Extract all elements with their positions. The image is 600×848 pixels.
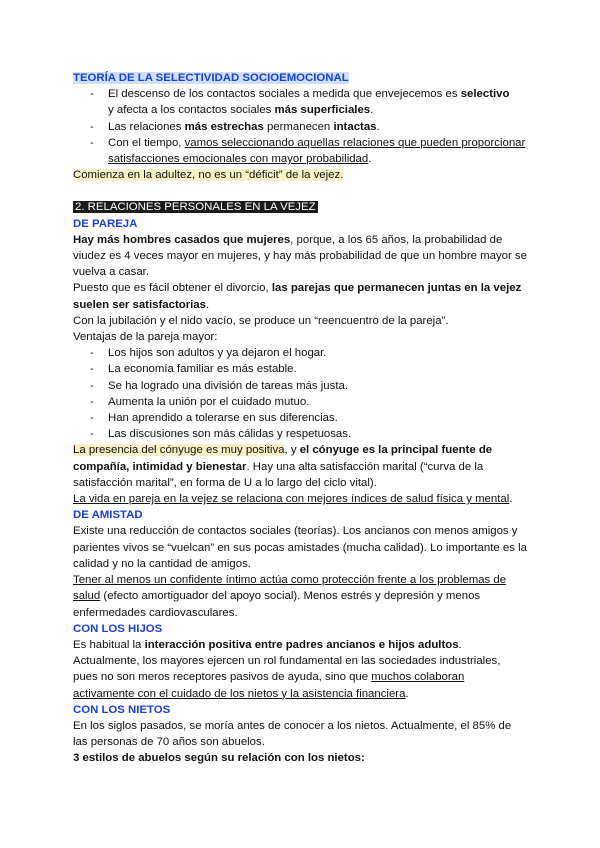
text: . — [405, 687, 409, 700]
amistad-paragraph-1: Existe una reducción de contactos sociales (teorías). Los ancianos con menos amigos y parientes vivos se “vuelcan” en sus pocas amistades (mucha calidad). Lo importante es la calidad y no la cantidad de amigos. — [73, 525, 527, 570]
bold-text: más estrechas — [184, 120, 264, 133]
underlined-text: muchos colaboran activamente con el cuidado de los nietos y la asistencia financiera — [73, 671, 465, 700]
heading-nietos: CON LOS NIETOS — [73, 703, 171, 716]
pareja-paragraph-1 — [73, 232, 528, 281]
text: Es habitual la — [73, 638, 145, 651]
bullet-dash: - — [90, 88, 94, 101]
list-item-text: La economía familiar es más estable. — [108, 363, 297, 376]
text: , porque, a los 65 años, la probabilidad de viudez es 4 veces mayor en mujeres, y hay más probabilidad de que un hombre mayor se vuelva a casar. — [73, 233, 527, 279]
list-item — [73, 426, 528, 442]
list-item-text: Los hijos son adultos y ya dejaron el hogar. — [108, 347, 327, 360]
bullet-dash: - — [90, 395, 94, 408]
list-item-text: Las discusiones son más cálidas y respetuosas. — [108, 428, 352, 441]
bold-text: 3 estilos de abuelos según su relación con los nietos: — [73, 752, 365, 765]
pareja-paragraph-3: Con la jubilación y el nido vacío, se produce un “reencuentro de la pareja”. — [73, 314, 449, 327]
ventajas-list — [73, 345, 528, 442]
bullet-dash: - — [90, 120, 94, 133]
pareja-paragraph-2 — [73, 280, 528, 312]
text: . — [376, 120, 380, 133]
text: Con el tiempo, — [108, 136, 185, 149]
list-item — [73, 394, 528, 410]
highlighted-text: La presencia del cónyuge es muy positiva — [73, 444, 285, 457]
underlined-text: vamos seleccionando aquellas relaciones que pueden proporcionar satisfacciones emocionales con mayor probabilidad — [108, 136, 526, 166]
list-item-text: Aumenta la unión por el cuidado mutuo. — [108, 395, 310, 408]
bullet-dash: - — [90, 347, 94, 360]
text: . — [370, 104, 374, 117]
pareja-paragraph-5 — [73, 442, 528, 491]
nietos-paragraph-1: En los siglos pasados, se moría antes de conocer a los nietos. Actualmente, el 85% de las personas de 70 años son abuelos. — [73, 719, 512, 749]
spacer — [73, 183, 528, 199]
bold-text: el cónyuge es la principal fuente de compañía, intimidad y bienestar — [73, 444, 493, 473]
heading-amistad: DE AMISTAD — [73, 509, 143, 522]
list-item-text: Se ha logrado una división de tareas más justa. — [108, 379, 348, 392]
bold-text: selectivo — [460, 88, 510, 101]
underlined-text: La vida en pareja en la vejez se relaciona con mejores índices de salud física y mental — [73, 493, 510, 506]
hijos-paragraph-2 — [73, 653, 528, 702]
list-item — [73, 119, 528, 135]
text: . — [458, 638, 462, 651]
highlighted-note: Comienza en la adultez, no es un “déficit” de la vejez. — [73, 169, 344, 182]
text: , y — [284, 444, 300, 457]
text: y afecta a los contactos sociales — [108, 104, 275, 117]
text: . Hay una alta satisfacción marital (“curva de la satisfacción marital”, en forma de U a lo largo del ciclo vital). — [73, 460, 484, 489]
bold-text: interacción positiva entre padres ancianos e hijos adultos — [144, 638, 459, 651]
pareja-paragraph-4: Ventajas de la pareja mayor: — [73, 331, 218, 344]
bullet-dash: - — [90, 136, 94, 149]
list-item — [73, 410, 528, 426]
list-item — [73, 135, 528, 167]
text: Puesto que es fácil obtener el divorcio, — [73, 282, 272, 295]
pareja-paragraph-6 — [73, 491, 528, 507]
bold-text: más superficiales — [274, 104, 371, 117]
selectividad-title: TEORÍA DE LA SELECTIVIDAD SOCIOEMOCIONAL — [73, 72, 349, 84]
bold-text: intactas — [333, 120, 377, 133]
list-item-text: Han aprendido a tolerarse en sus diferencias. — [108, 412, 338, 425]
section-title-relaciones — [73, 199, 528, 215]
list-item — [73, 345, 528, 361]
nietos-paragraph-2 — [73, 750, 528, 766]
text: Las relaciones — [108, 120, 185, 133]
bullet-dash: - — [90, 412, 94, 425]
bullet-dash: - — [90, 379, 94, 392]
bullet-dash: - — [90, 428, 94, 441]
underlined-text: Tener al menos un confidente íntimo actúa como protección frente a los problemas de salud — [73, 574, 507, 603]
text: El descenso de los contactos sociales a medida que envejecemos es — [108, 88, 461, 101]
bold-text: Hay más hombres casados que mujeres — [73, 233, 291, 246]
text: . — [368, 153, 372, 166]
hijos-paragraph-1 — [73, 637, 528, 653]
text: Actualmente, los mayores ejercen un rol fundamental en las sociedades industriales, pues no son meros receptores pasivos de ayuda, sino que — [73, 655, 501, 684]
document-content — [73, 70, 528, 767]
text: (efecto amortiguador del apoyo social). Menos estrés y depresión y menos enfermedades cardiovasculares. — [73, 590, 481, 619]
text: permanecen — [263, 120, 334, 133]
selectividad-bullets — [73, 86, 528, 167]
bold-text: las parejas que permanecen juntas en la vejez suelen ser satisfactorias — [73, 282, 522, 311]
heading-pareja: DE PAREJA — [73, 217, 138, 230]
section-title-selectividad — [73, 70, 528, 86]
relaciones-title: 2. RELACIONES PERSONALES EN LA VEJEZ — [75, 201, 316, 214]
amistad-paragraph-2 — [73, 572, 528, 621]
bullet-dash: - — [90, 363, 94, 376]
text: . — [509, 493, 513, 506]
list-item — [73, 361, 528, 377]
list-item — [73, 378, 528, 394]
heading-hijos: CON LOS HIJOS — [73, 622, 163, 635]
selectividad-note — [73, 167, 528, 183]
list-item — [73, 86, 528, 118]
text: . — [205, 298, 210, 311]
